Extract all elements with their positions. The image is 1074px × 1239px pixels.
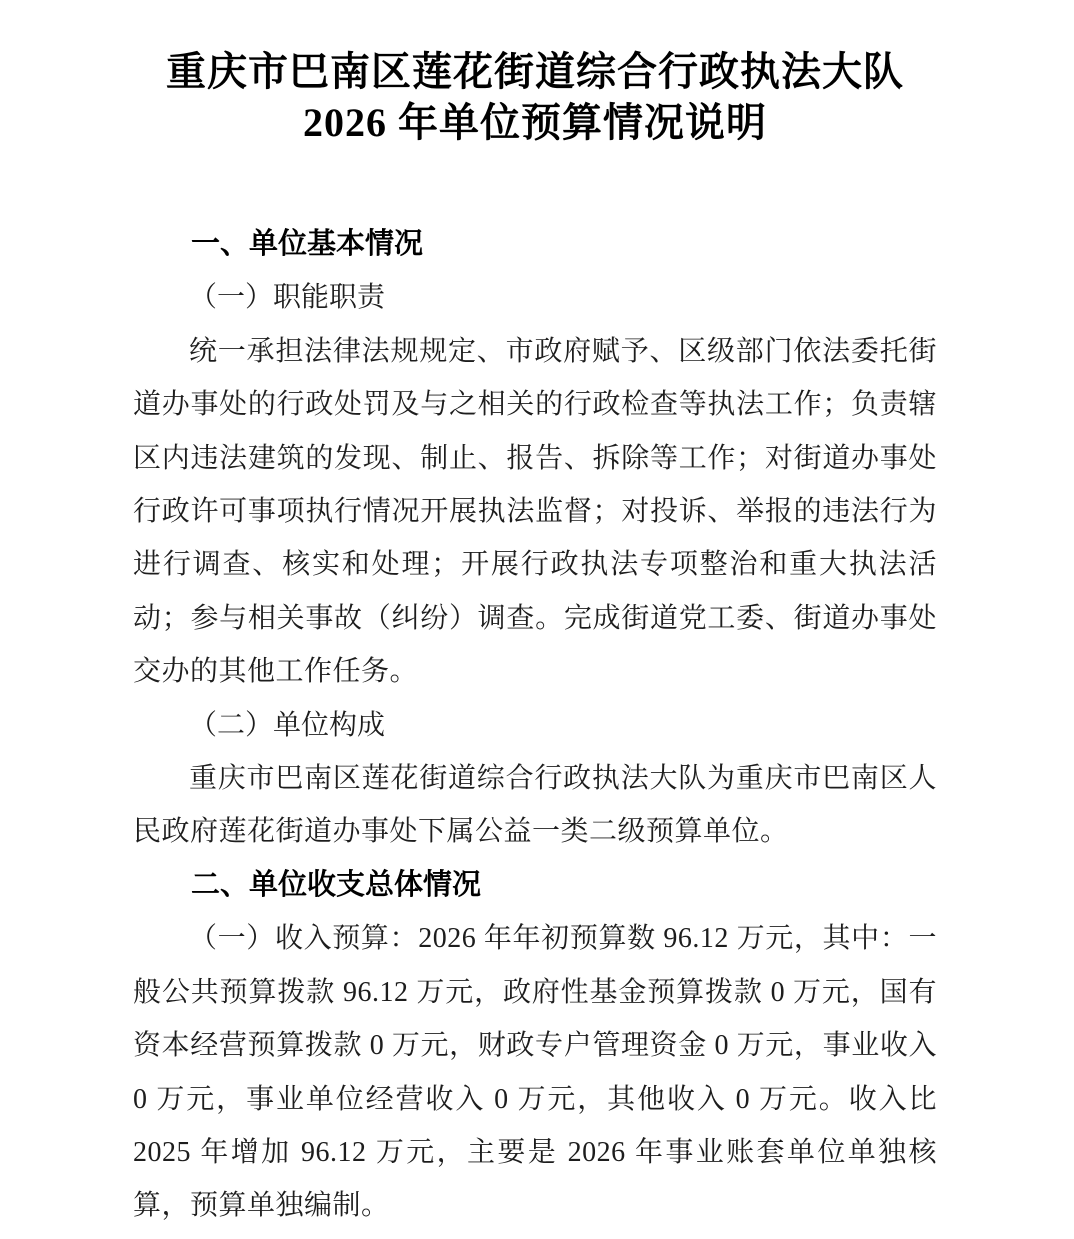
paragraph-revenue-budget: （一）收入预算：2026 年年初预算数 96.12 万元，其中：一般公共预算拨款 96.12 万元，政府性基金预算拨款 0 万元，国有资本经营预算拨款 0 万元，财政专户管理资金 0 万元，事业收入 0 万元，事业单位经营收入 0 万元，其他收入 0 万元。收入比 2025 年增加 96.12 万元，主要是 2026 年事业账套单位单独核算，预算单独编制。 (133, 923, 937, 1222)
document-title-line2: 2026 年单位预算情况说明 (303, 100, 767, 145)
section-heading-basic-info: 一、单位基本情况 (191, 228, 424, 260)
subheading-unit-composition: （二）单位构成 (189, 709, 386, 741)
section-heading-revenue-expenditure: 二、单位收支总体情况 (191, 868, 482, 901)
document-title-line1: 重庆市巴南区莲花街道综合行政执法大队 (166, 49, 904, 94)
subheading-functions-duties: （一）职能职责 (189, 282, 386, 314)
document-title (133, 46, 937, 148)
document-body (133, 218, 937, 1233)
paragraph-unit-composition: 重庆市巴南区莲花街道综合行政执法大队为重庆市巴南区人民政府莲花街道办事处下属公益一类二级预算单位。 (133, 763, 937, 848)
paragraph-functions-duties: 统一承担法律法规规定、市政府赋予、区级部门依法委托街道办事处的行政处罚及与之相关的行政检查等执法工作；负责辖区内违法建筑的发现、制止、报告、拆除等工作；对街道办事处行政许可事项执行情况开展执法监督；对投诉、举报的违法行为进行调查、核实和处理；开展行政执法专项整治和重大执法活动；参与相关事故（纠纷）调查。完成街道党工委、街道办事处交办的其他工作任务。 (133, 335, 937, 688)
